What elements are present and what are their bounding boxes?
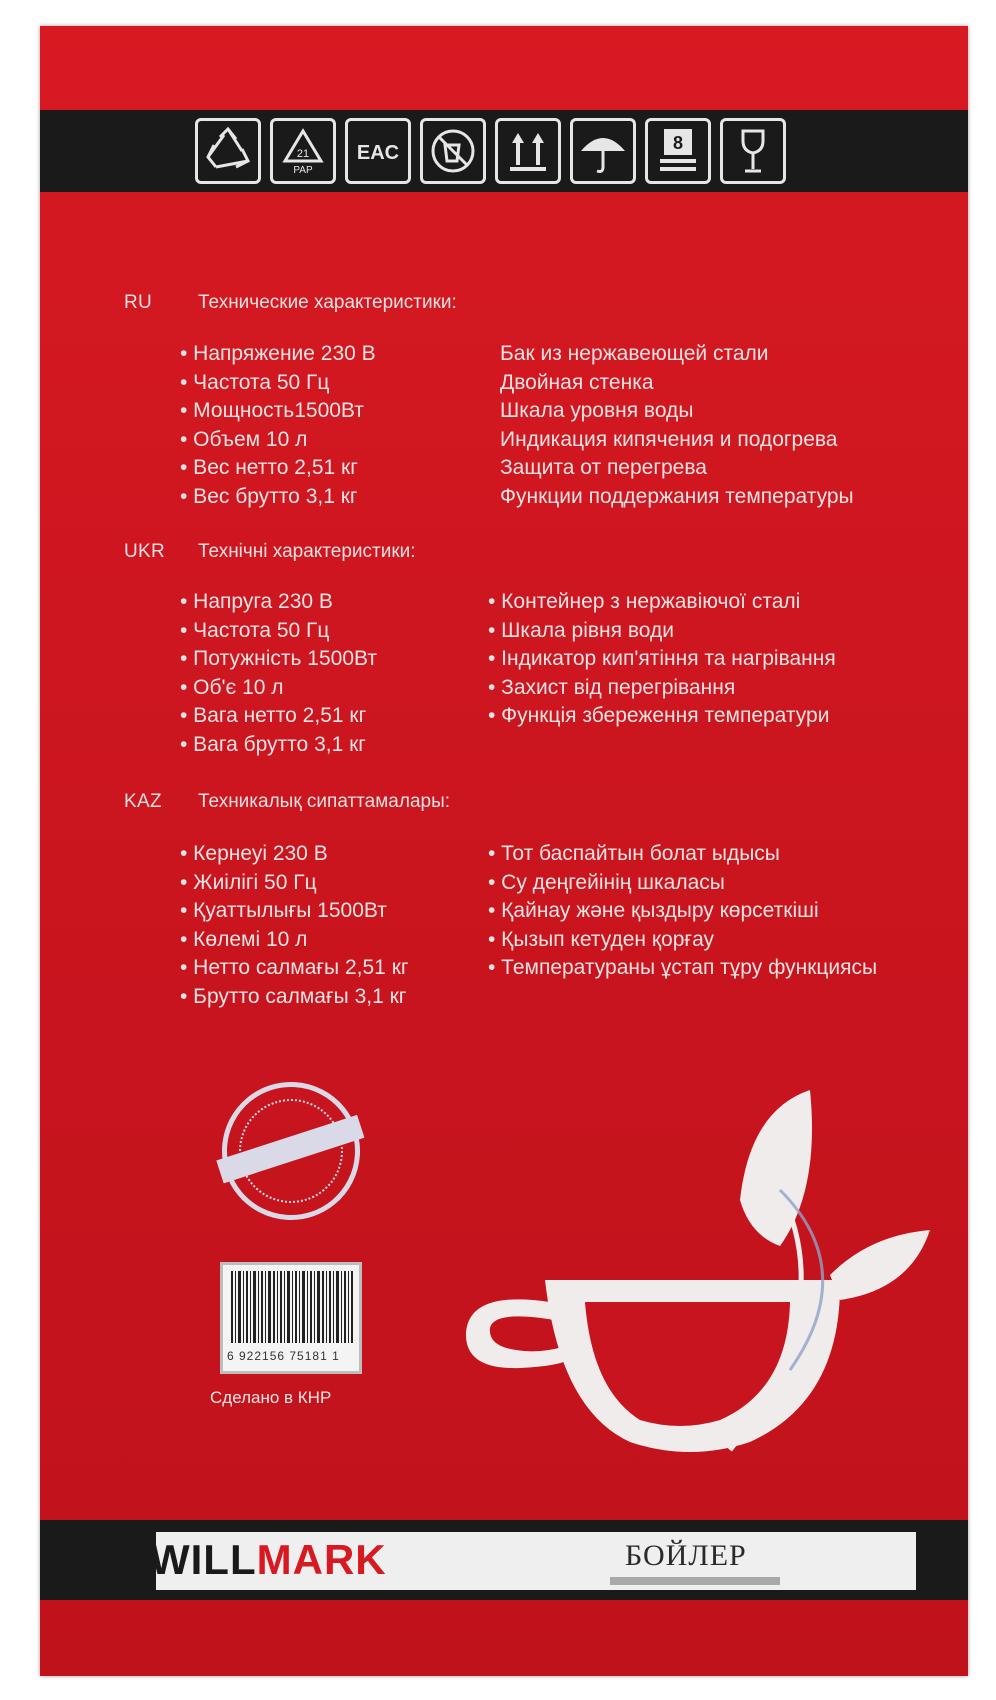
list-item: • Індикатор кип'ятіння та нагрівання xyxy=(488,647,836,670)
list-item: Защита от перегрева xyxy=(500,456,707,479)
ru-left-list xyxy=(180,340,376,511)
list-item: • Напряжение 230 В xyxy=(180,342,376,365)
list-item: • Қызып кетуден қорғау xyxy=(488,927,715,951)
list-item: • Нетто салмағы 2,51 кг xyxy=(180,956,409,979)
list-item: Шкала уровня воды xyxy=(500,399,694,422)
list-item: Двойная стенка xyxy=(500,370,654,394)
kaz-right-list xyxy=(488,840,877,983)
list-item: • Шкала рівня води xyxy=(488,618,674,642)
list-item: • Қуаттылығы 1500Вт xyxy=(180,899,387,922)
list-item: • Вага нетто 2,51 кг xyxy=(180,704,367,727)
barcode-bars-icon xyxy=(229,1271,355,1343)
keep-dry-icon xyxy=(570,118,636,184)
heading-ukr: Технічні характеристики: xyxy=(198,541,416,562)
list-item: • Напруга 230 В xyxy=(180,590,333,613)
pap-21-icon xyxy=(270,118,336,184)
list-item: • Кернеуі 230 В xyxy=(180,842,328,865)
heading-kaz: Техникалық сипаттамалары: xyxy=(198,791,451,812)
list-item: Индикация кипячения и подогрева xyxy=(500,427,838,451)
lang-ukr: UKR xyxy=(124,541,166,562)
no-glass-food-icon xyxy=(420,118,486,184)
lang-kaz: KAZ xyxy=(124,791,162,812)
list-item: • Тот баспайтын болат ыдысы xyxy=(488,842,780,865)
list-item: • Вес брутто 3,1 кг xyxy=(180,484,358,508)
list-item: • Көлемі 10 л xyxy=(180,927,308,951)
list-item: • Частота 50 Гц xyxy=(180,370,330,394)
ukr-right-list xyxy=(488,588,836,731)
brand-part-mark: MARK xyxy=(256,1536,387,1583)
recycle-icon xyxy=(195,118,261,184)
packaging-icons xyxy=(195,112,786,190)
list-item: Функции поддержания температуры xyxy=(500,484,854,508)
ru-right-list xyxy=(500,340,854,511)
list-item: • Частота 50 Гц xyxy=(180,618,330,642)
list-item: • Су деңгейінің шкаласы xyxy=(488,870,725,894)
teacup-leaf-icon xyxy=(450,1070,930,1490)
list-item: • Брутто салмағы 3,1 кг xyxy=(180,984,407,1008)
pap-number: 21 xyxy=(296,148,310,160)
list-item: Бак из нержавеющей стали xyxy=(500,342,769,365)
list-item: • Қайнау және қыздыру көрсеткіші xyxy=(488,899,819,922)
list-item: • Потужність 1500Вт xyxy=(180,647,377,670)
list-item: • Объем 10 л xyxy=(180,427,308,451)
list-item: • Вес нетто 2,51 кг xyxy=(180,456,358,479)
list-item: • Мощность1500Вт xyxy=(180,399,364,422)
list-item: • Жиілігі 50 Гц xyxy=(180,870,317,894)
made-in-label: Сделано в КНР xyxy=(210,1388,332,1407)
list-item: • Функція збереження температури xyxy=(488,704,830,727)
lang-ru: RU xyxy=(124,292,153,313)
list-item: • Об'є 10 л xyxy=(180,675,284,699)
kaz-left-list xyxy=(180,840,409,1011)
ukr-left-list xyxy=(180,588,377,759)
eac-icon xyxy=(345,118,411,184)
this-way-up-icon xyxy=(495,118,561,184)
barcode xyxy=(220,1262,362,1374)
product-subtitle-line xyxy=(610,1577,780,1585)
list-item: • Вага брутто 3,1 кг xyxy=(180,732,366,756)
heading-ru: Технические характеристики: xyxy=(198,292,457,313)
product-name: БОЙЛЕР xyxy=(625,1539,747,1572)
list-item: • Контейнер з нержавіючої сталі xyxy=(488,590,801,613)
brand-part-will: WILL xyxy=(150,1536,257,1583)
stack-limit-icon xyxy=(645,118,711,184)
fragile-icon xyxy=(720,118,786,184)
stack-limit-number: 8 xyxy=(672,133,684,153)
list-item: • Захист від перегрівання xyxy=(488,675,736,699)
eac-mark: EAC xyxy=(356,142,400,164)
brand-logo xyxy=(150,1536,387,1584)
list-item: • Температураны ұстап тұру функциясы xyxy=(488,956,878,979)
pap-label: PAP xyxy=(293,165,313,176)
barcode-number: 6 922156 75181 1 xyxy=(227,1349,340,1363)
